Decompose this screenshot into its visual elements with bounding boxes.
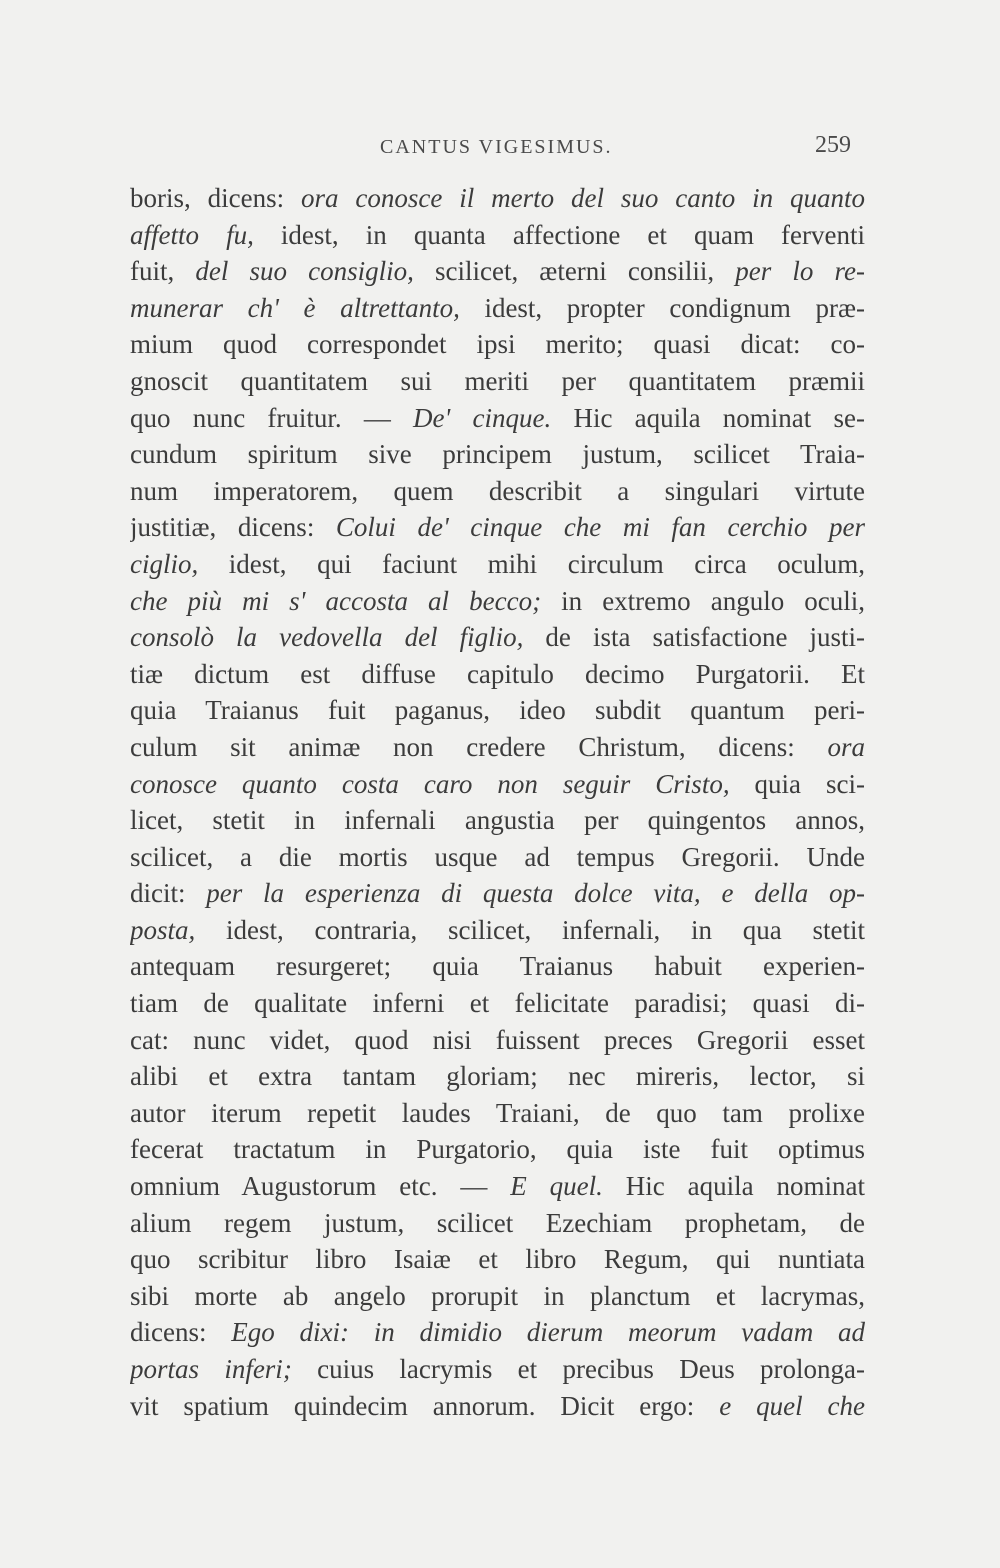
- text-line: [130, 363, 865, 400]
- text-segment: quia Traianus fuit paganus, ideo subdit quantum peri-: [130, 695, 865, 726]
- italic-quotation: affetto fu,: [130, 219, 254, 250]
- text-line: [130, 1058, 865, 1095]
- text-line: [130, 948, 865, 985]
- text-line: [130, 546, 865, 583]
- text-segment: idest, in quanta affectione et quam ferventi: [253, 219, 865, 250]
- italic-quotation: per la esperienza di questa dolce vita, e della op-: [206, 878, 865, 909]
- text-segment: boris, dicens:: [130, 183, 301, 213]
- italic-quotation: e quel che: [719, 1390, 865, 1421]
- text-line: [130, 692, 865, 729]
- body-text: [130, 180, 865, 1424]
- text-line: [130, 1278, 865, 1315]
- text-segment: num imperatorem, quem describit a singulari virtute: [130, 475, 865, 506]
- text-line: [130, 619, 865, 656]
- text-line: [130, 400, 865, 437]
- text-segment: culum sit animæ non credere Christum, dicens:: [130, 731, 828, 762]
- page-header: [130, 132, 865, 166]
- italic-quotation: per lo re-: [735, 256, 865, 287]
- text-segment: dicit:: [130, 878, 207, 909]
- text-segment: idest, propter condignum præ-: [459, 292, 865, 323]
- italic-quotation: del suo consiglio,: [195, 256, 414, 287]
- text-line: [130, 1314, 865, 1351]
- text-segment: idest, qui faciunt mihi circulum circa oculum,: [198, 548, 865, 579]
- italic-quotation: posta,: [130, 914, 196, 945]
- text-line: [130, 1095, 865, 1132]
- text-segment: fuit,: [130, 256, 196, 287]
- text-segment: Hic aquila nominat: [602, 1171, 865, 1202]
- italic-quotation: Colui de' cinque che mi fan cerchio per: [335, 512, 865, 543]
- italic-quotation: ciglio,: [130, 548, 199, 579]
- text-segment: gnoscit quantitatem sui meriti per quantitatem præmii: [130, 365, 865, 396]
- text-line: [130, 253, 865, 290]
- text-line: [130, 912, 865, 949]
- text-segment: Hic aquila nominat se-: [551, 402, 865, 433]
- text-line: [130, 656, 865, 693]
- italic-quotation: munerar ch' è altrettanto,: [130, 292, 460, 323]
- italic-quotation: che più mi s' accosta al becco;: [130, 585, 542, 616]
- italic-quotation: De' cinque.: [413, 402, 552, 433]
- text-line: [130, 290, 865, 327]
- text-line: [130, 217, 865, 254]
- text-line: [130, 1022, 865, 1059]
- text-segment: cuius lacrymis et precibus Deus prolonga-: [291, 1354, 865, 1384]
- text-line: [130, 509, 865, 546]
- text-line: [130, 802, 865, 839]
- text-segment: tiæ dictum est diffuse capitulo decimo Purgatorii. Et: [130, 658, 865, 689]
- text-line: [130, 326, 865, 363]
- text-segment: idest, contraria, scilicet, infernali, in qua stetit: [195, 914, 865, 945]
- text-line: [130, 729, 865, 766]
- text-segment: sibi morte ab angelo prorupit in planctum et lacrymas,: [130, 1280, 865, 1311]
- text-line: [130, 1241, 865, 1278]
- text-line: [130, 985, 865, 1022]
- running-head: CANTUS VIGESIMUS.: [380, 136, 613, 158]
- text-line: [130, 875, 865, 912]
- text-segment: cundum spiritum sive principem justum, scilicet Traia-: [130, 439, 865, 470]
- text-segment: tiam de qualitate inferni et felicitate paradisi; quasi di-: [130, 988, 865, 1019]
- text-segment: cat: nunc videt, quod nisi fuissent preces Gregorii esset: [130, 1024, 865, 1055]
- text-segment: mium quod correspondet ipsi merito; quasi dicat: co-: [130, 329, 865, 360]
- text-segment: justitiæ, dicens:: [130, 512, 336, 543]
- text-segment: fecerat tractatum in Purgatorio, quia iste fuit optimus: [130, 1134, 865, 1165]
- text-line: [130, 766, 865, 803]
- text-line: [130, 1168, 865, 1205]
- text-segment: alium regem justum, scilicet Ezechiam prophetam, de: [130, 1207, 865, 1238]
- text-segment: alibi et extra tantam gloriam; nec mireris, lector, si: [130, 1061, 865, 1092]
- text-line: [130, 1131, 865, 1168]
- italic-quotation: Ego dixi: in dimidio dierum meorum vadam ad: [231, 1317, 865, 1348]
- text-segment: dicens:: [130, 1317, 232, 1348]
- text-segment: quo scribitur libro Isaiæ et libro Regum, qui nuntiata: [130, 1244, 865, 1275]
- text-line: [130, 839, 865, 876]
- italic-quotation: E quel.: [510, 1171, 603, 1202]
- text-segment: scilicet, a die mortis usque ad tempus Gregorii. Unde: [130, 841, 865, 872]
- italic-quotation: consolò la vedovella del figlio,: [130, 622, 524, 653]
- text-segment: omnium Augustorum etc. —: [130, 1171, 511, 1202]
- text-segment: quia sci-: [729, 768, 865, 799]
- text-line: [130, 1205, 865, 1242]
- italic-quotation: portas inferi;: [130, 1354, 292, 1384]
- italic-quotation: conosce quanto costa caro non seguir Cristo,: [130, 768, 730, 799]
- text-line: [130, 473, 865, 510]
- text-segment: scilicet, æterni consilii,: [413, 256, 736, 287]
- italic-quotation: ora: [827, 731, 865, 762]
- text-segment: vit spatium quindecim annorum. Dicit ergo:: [130, 1390, 720, 1421]
- text-segment: antequam resurgeret; quia Traianus habuit experien-: [130, 951, 865, 982]
- text-line: [130, 436, 865, 473]
- text-line: [130, 180, 865, 217]
- text-line: [130, 1351, 865, 1388]
- text-line: [130, 583, 865, 620]
- text-segment: de ista satisfactione justi-: [523, 622, 865, 653]
- text-segment: licet, stetit in infernali angustia per quingentos annos,: [130, 805, 865, 836]
- text-segment: quo nunc fruitur. —: [130, 402, 414, 433]
- italic-quotation: ora conosce il merto del suo canto in quanto: [301, 183, 865, 213]
- text-line: [130, 1388, 865, 1425]
- text-segment: autor iterum repetit laudes Traiani, de quo tam prolixe: [130, 1097, 865, 1128]
- page-number: 259: [815, 132, 851, 158]
- text-segment: in extremo angulo oculi,: [541, 585, 865, 616]
